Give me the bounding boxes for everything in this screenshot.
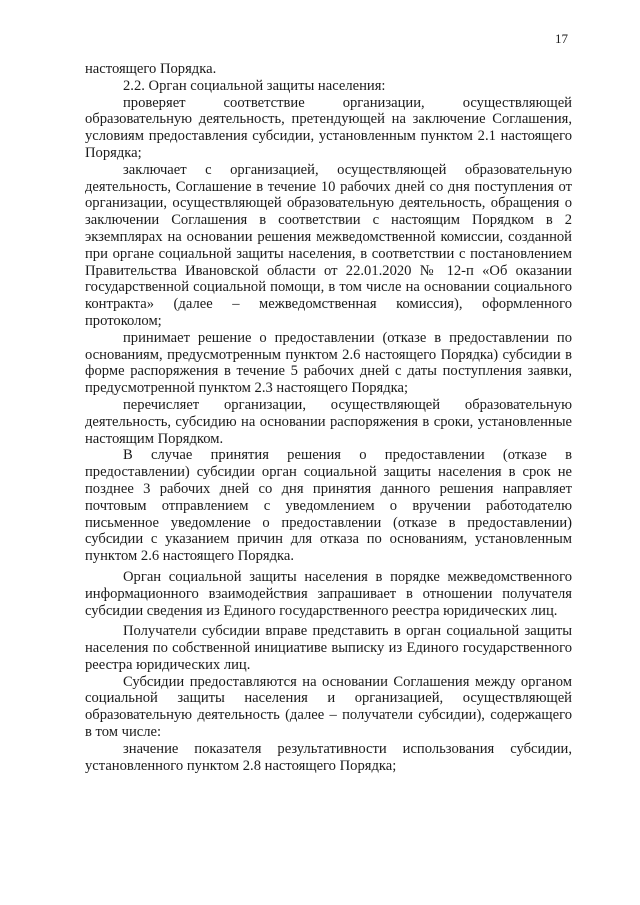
section-heading-2-2: 2.2. Орган социальной защиты населения:: [123, 77, 386, 94]
paragraph-indicator: значение показателя результативности использования субсидии, установленного пунктом 2.8 настоящего Порядка;: [85, 740, 572, 774]
paragraph-transfer: перечисляет организации, осуществляющей образовательную деятельность, субсидию на основании распоряжения в сроки, установленные настоящим Порядком.: [85, 396, 572, 447]
paragraph-continuation: настоящего Порядка.: [85, 61, 217, 77]
paragraph-subsidy-basis: Субсидии предоставляются на основании Соглашения между органом социальной защиты населения и организацией, осуществляющей образовательную деятельность (далее – получатели субсидии), содержащего в том числе:: [85, 673, 572, 741]
paragraph-conclude-agreement: заключает с организацией, осуществляющей образовательную деятельность, Соглашение в течение 10 рабочих дней со дня поступления от организации, осуществляющей образовательную деятельность, обращения о заключении Соглашения в соответствии с настоящим Порядком в 2 экземплярах на основании решения межведомственной комиссии, созданной при органе социальной защиты населения, в соответствии с постановлением Правительства Ивановской области от 22.01.2020 № 12-п «Об оказании государственной социальной помощи, в том числе на основании социального контракта» (далее – межведомственная комиссия), оформленного протоколом;: [85, 161, 572, 329]
paragraph-notification: В случае принятия решения о предоставлении (отказе в предоставлении) субсидии орган социальной защиты населения в срок не позднее 3 рабочих дней со дня принятия данного решения направляет почтовым отправлением с уведомлением о вручении работодателю письменное уведомление о предоставлении (отказе в предоставлении) субсидии с указанием причин для отказа по основаниям, установленным пунктом 2.6 настоящего Порядка.: [85, 447, 572, 565]
paragraph-decision: принимает решение о предоставлении (отказе в предоставлении по основаниям, предусмотренным пунктом 2.6 настоящего Порядка) субсидии в форме распоряжения в течение 5 рабочих дней с даты поступления заявки, предусмотренной пунктом 2.3 настоящего Порядка;: [85, 329, 572, 397]
document-body: [85, 61, 572, 774]
paragraph-own-initiative: Получатели субсидии вправе представить в орган социальной защиты населения по собственной инициативе выписку из Единого государственного реестра юридических лиц.: [85, 623, 572, 673]
paragraph-interagency-request: Орган социальной защиты населения в порядке межведомственного информационного взаимодействия запрашивает в отношении получателя субсидии сведения из Единого государственного реестра юридических лиц.: [85, 568, 572, 619]
paragraph-verify: проверяет соответствие организации, осуществляющей образовательную деятельность, претендующей на заключение Соглашения, условиям предоставления субсидии, установленным пунктом 2.1 настоящего Порядка;: [85, 94, 572, 161]
page-number: 17: [555, 31, 568, 46]
